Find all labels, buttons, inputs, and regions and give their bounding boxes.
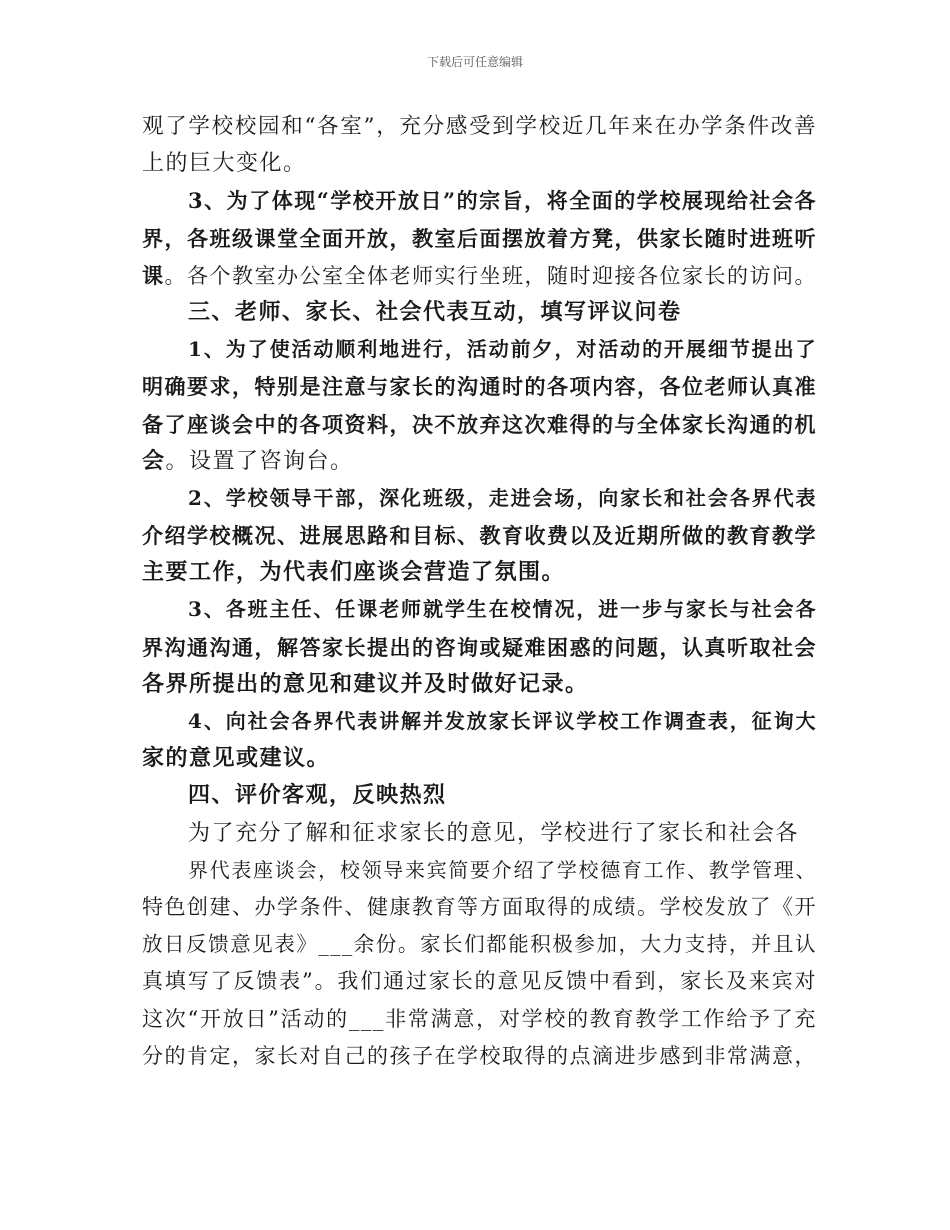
text-line <box>142 777 817 814</box>
text-run: 3、为了体现“学校开放日”的宗旨，将全面的学校展现给社会各 <box>188 188 817 214</box>
text-run: 4、向社会各界代表讲解并发放家长评议学校工作调查表，征询大 <box>188 709 817 733</box>
text-line <box>142 926 817 963</box>
text-line <box>142 740 817 777</box>
text-run: 三、老师、家长、社会代表互动，填写评议问卷 <box>188 298 682 325</box>
page-header: 下载后可任意编辑 <box>426 55 523 69</box>
document-body <box>142 108 817 1075</box>
text-line <box>142 852 817 889</box>
text-run: 3、各班主任、任课老师就学生在校情况，进一步与家长与社会各 <box>188 597 817 622</box>
text-run: 家的意见或建议。 <box>142 745 331 772</box>
text-run: 界，各班级课堂全面开放，教室后面摆放着方凳，供家长随时进班听 <box>142 225 817 251</box>
text-run: 各界所提出的意见和建议并及时做好记录。 <box>142 670 589 697</box>
text-run: 主要工作，为代表们座谈会营造了氛围。 <box>142 559 566 586</box>
text-run: 为了充分了解和征求家长的意见，学校进行了家长和社会各 <box>188 820 800 846</box>
text-run: 会 <box>142 447 166 474</box>
text-run: 介绍学校概况、进展思路和目标、教育收费以及近期所做的教育教学 <box>142 523 817 549</box>
text-line <box>142 182 817 219</box>
text-run: 。各个教室办公室全体老师实行坐班，随时迎接各位家长的访问。 <box>164 263 817 288</box>
text-line <box>142 1001 817 1038</box>
text-line <box>142 629 817 666</box>
text-run: 2、学校领导干部，深化班级，走进会场，向家长和社会各界代表 <box>188 485 817 510</box>
text-run: 真填写了反馈表”。我们通过家长的意见反馈中看到，家长及来宾对 <box>142 969 817 994</box>
text-line <box>142 1038 817 1075</box>
text-line <box>142 443 817 480</box>
text-run: 明确要求，特别是注意与家长的沟通时的各项内容，各位老师认真准 <box>142 374 817 400</box>
text-run: 四、评价客观，反映热烈 <box>188 782 447 809</box>
text-run: 观了学校校园和“各室”，充分感受到学校近几年来在办学条件改善 <box>142 114 817 139</box>
text-run: 课 <box>142 262 165 288</box>
text-line <box>142 145 817 182</box>
text-line <box>142 889 817 926</box>
text-line <box>142 331 817 368</box>
text-line <box>142 108 817 145</box>
text-line <box>142 666 817 703</box>
text-line <box>142 257 817 294</box>
text-run: 这次“开放日”活动的___非常满意，对学校的教育教学工作给予了充 <box>142 1006 817 1031</box>
text-line <box>142 294 817 331</box>
text-line <box>142 963 817 1000</box>
text-line <box>142 591 817 628</box>
text-run: 备了座谈会中的各项资料，决不放弃这次难得的与全体家长沟通的机 <box>142 411 817 437</box>
text-run: 界沟通沟通，解答家长提出的咨询或疑难困惑的问题，认真听取社会 <box>142 634 817 660</box>
text-run: 1、为了使活动顺利地进行，活动前夕，对活动的开展细节提出了 <box>188 337 817 362</box>
text-line <box>142 480 817 517</box>
text-line <box>142 517 817 554</box>
text-run: 。设置了咨询台。 <box>165 448 354 474</box>
text-line <box>142 220 817 257</box>
text-line <box>142 406 817 443</box>
text-run: 上的巨大变化。 <box>142 151 307 177</box>
text-line <box>142 368 817 405</box>
text-run: 界代表座谈会，校领导来宾简要介绍了学校德育工作、教学管理、 <box>188 857 817 882</box>
text-line <box>142 815 817 852</box>
text-line <box>142 703 817 740</box>
text-run: 放日反馈意见表》___余份。家长们都能积极参加，大力支持，并且认 <box>142 932 817 957</box>
text-line <box>142 554 817 591</box>
text-run: 分的肯定，家长对自己的孩子在学校取得的点滴进步感到非常满意， <box>142 1043 817 1068</box>
text-run: 特色创建、办学条件、健康教育等方面取得的成绩。学校发放了《开 <box>142 894 817 919</box>
